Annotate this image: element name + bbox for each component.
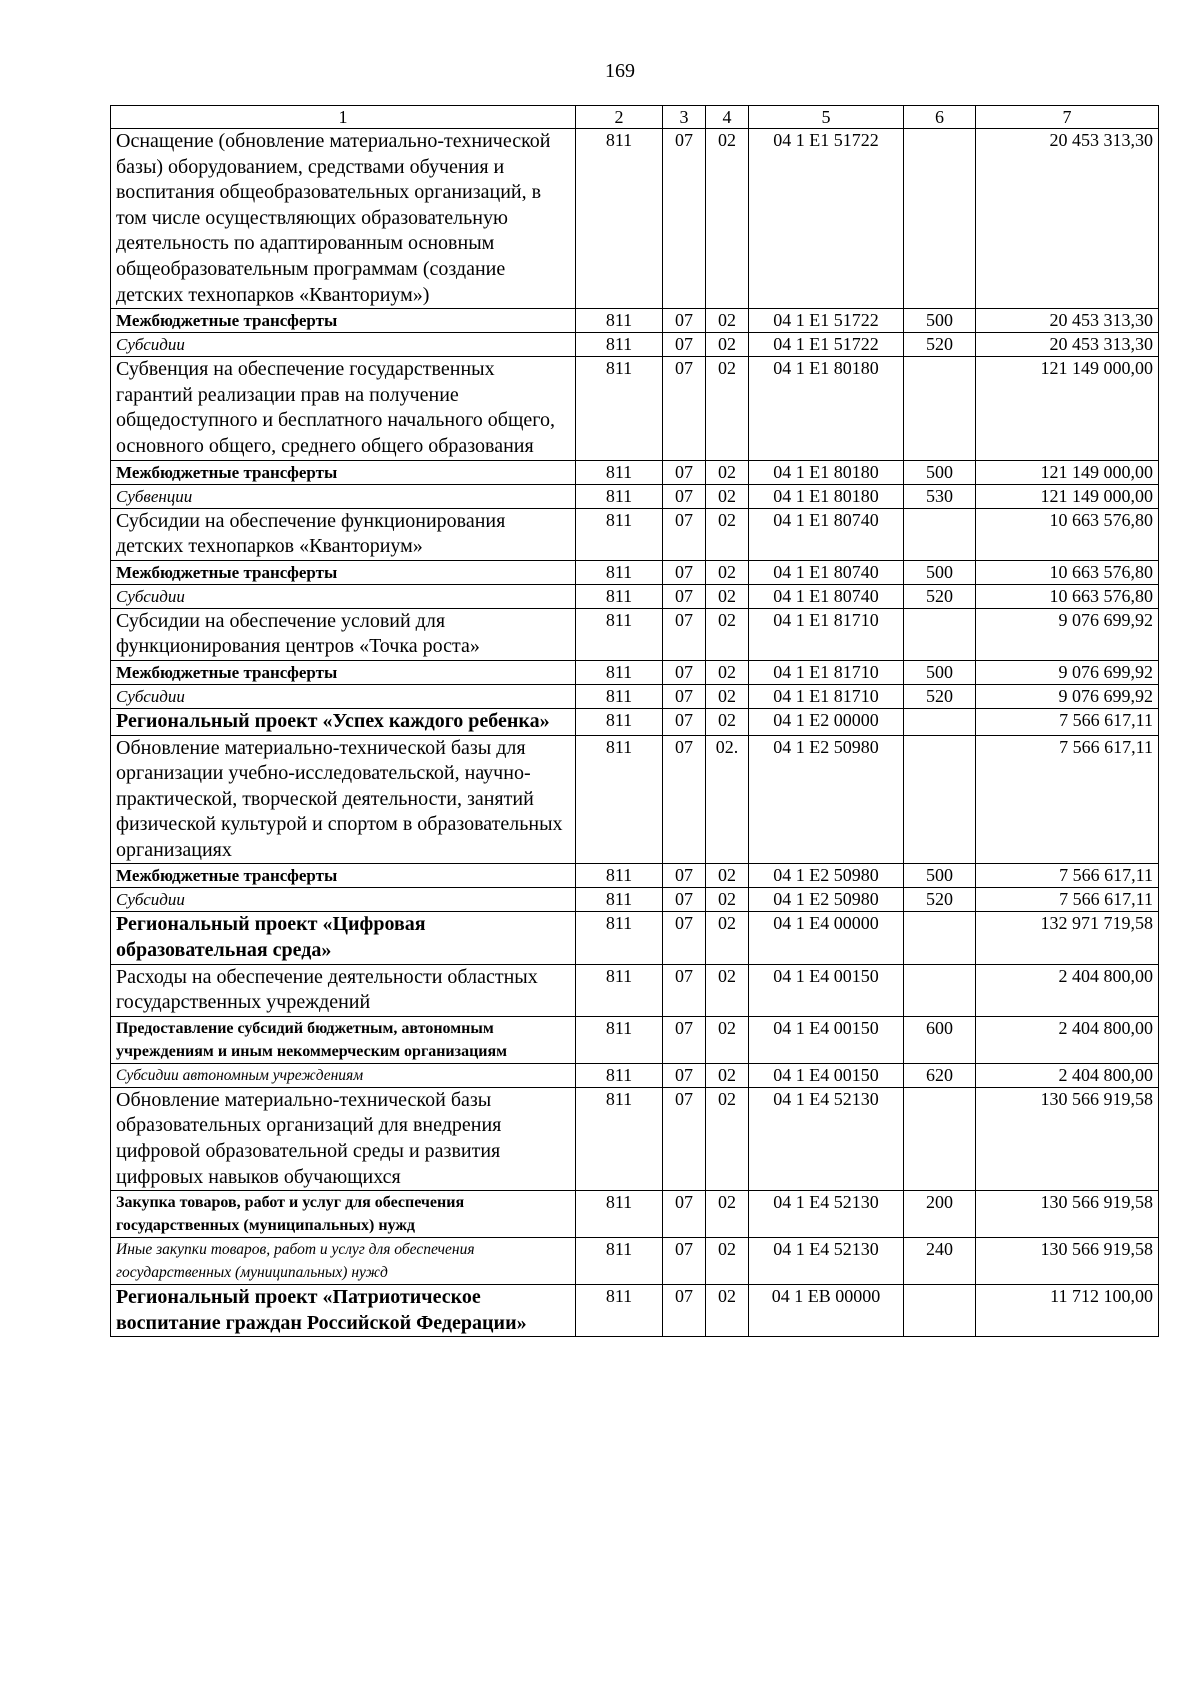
row-expense-type: 500 bbox=[904, 660, 976, 684]
row-ministry-code: 811 bbox=[576, 129, 663, 309]
table-row bbox=[111, 309, 1159, 333]
row-subsection-code: 02 bbox=[706, 1087, 749, 1190]
row-subsection-code: 02 bbox=[706, 333, 749, 357]
row-target-code: 04 1 E1 80180 bbox=[749, 357, 904, 460]
row-target-code: 04 1 E1 80740 bbox=[749, 584, 904, 608]
row-section-code: 07 bbox=[663, 129, 706, 309]
row-target-code: 04 1 E1 80740 bbox=[749, 560, 904, 584]
row-section-code: 07 bbox=[663, 1285, 706, 1337]
row-expense-type: 500 bbox=[904, 560, 976, 584]
row-subsection-code: 02 bbox=[706, 460, 749, 484]
row-ministry-code: 811 bbox=[576, 608, 663, 660]
budget-table-body bbox=[111, 129, 1159, 1337]
table-row bbox=[111, 660, 1159, 684]
row-ministry-code: 811 bbox=[576, 864, 663, 888]
row-expense-type: 620 bbox=[904, 1063, 976, 1087]
row-name: Межбюджетные трансферты bbox=[111, 309, 576, 333]
row-name: Субсидии bbox=[111, 888, 576, 912]
table-row bbox=[111, 1087, 1159, 1190]
row-name: Оснащение (обновление материально-технической базы) оборудованием, средствами обучения и воспитания общеобразовательных организаций, в том числе осуществляющих образовательную деятельность по адаптированным основным общеобразовательным программам (создание детских технопарков «Кванториум») bbox=[111, 129, 576, 309]
row-amount: 132 971 719,58 bbox=[976, 912, 1159, 964]
row-ministry-code: 811 bbox=[576, 333, 663, 357]
row-section-code: 07 bbox=[663, 864, 706, 888]
row-amount: 121 149 000,00 bbox=[976, 357, 1159, 460]
row-target-code: 04 1 E2 50980 bbox=[749, 888, 904, 912]
table-row bbox=[111, 357, 1159, 460]
row-expense-type: 530 bbox=[904, 484, 976, 508]
row-ministry-code: 811 bbox=[576, 888, 663, 912]
row-amount: 130 566 919,58 bbox=[976, 1087, 1159, 1190]
row-subsection-code: 02 bbox=[706, 1191, 749, 1238]
row-section-code: 07 bbox=[663, 333, 706, 357]
table-row bbox=[111, 584, 1159, 608]
row-amount: 9 076 699,92 bbox=[976, 608, 1159, 660]
row-name: Предоставление субсидий бюджетным, автономным учреждениям и иным некоммерческим организациям bbox=[111, 1016, 576, 1063]
row-amount: 7 566 617,11 bbox=[976, 864, 1159, 888]
row-expense-type: 520 bbox=[904, 584, 976, 608]
row-section-code: 07 bbox=[663, 1016, 706, 1063]
header-col-7: 7 bbox=[976, 106, 1159, 129]
row-amount: 20 453 313,30 bbox=[976, 129, 1159, 309]
row-target-code: 04 1 E4 52130 bbox=[749, 1238, 904, 1285]
row-amount: 2 404 800,00 bbox=[976, 1016, 1159, 1063]
table-row bbox=[111, 608, 1159, 660]
row-subsection-code: 02 bbox=[706, 129, 749, 309]
row-name: Субсидии автономным учреждениям bbox=[111, 1063, 576, 1087]
row-ministry-code: 811 bbox=[576, 684, 663, 708]
table-row bbox=[111, 888, 1159, 912]
row-name: Межбюджетные трансферты bbox=[111, 660, 576, 684]
row-ministry-code: 811 bbox=[576, 357, 663, 460]
row-subsection-code: 02 bbox=[706, 608, 749, 660]
row-ministry-code: 811 bbox=[576, 508, 663, 560]
row-target-code: 04 1 E4 00150 bbox=[749, 964, 904, 1016]
row-expense-type: 520 bbox=[904, 684, 976, 708]
row-amount: 130 566 919,58 bbox=[976, 1191, 1159, 1238]
row-name: Межбюджетные трансферты bbox=[111, 560, 576, 584]
row-expense-type: 600 bbox=[904, 1016, 976, 1063]
table-row bbox=[111, 129, 1159, 309]
row-section-code: 07 bbox=[663, 484, 706, 508]
table-row bbox=[111, 735, 1159, 864]
row-name: Региональный проект «Успех каждого ребенка» bbox=[111, 708, 576, 735]
row-section-code: 07 bbox=[663, 508, 706, 560]
row-section-code: 07 bbox=[663, 708, 706, 735]
row-subsection-code: 02 bbox=[706, 1063, 749, 1087]
row-ministry-code: 811 bbox=[576, 1191, 663, 1238]
table-row bbox=[111, 864, 1159, 888]
row-section-code: 07 bbox=[663, 460, 706, 484]
table-row bbox=[111, 484, 1159, 508]
row-subsection-code: 02 bbox=[706, 484, 749, 508]
header-col-5: 5 bbox=[749, 106, 904, 129]
table-row bbox=[111, 1285, 1159, 1337]
row-target-code: 04 1 E2 00000 bbox=[749, 708, 904, 735]
row-amount: 10 663 576,80 bbox=[976, 508, 1159, 560]
row-amount: 130 566 919,58 bbox=[976, 1238, 1159, 1285]
row-subsection-code: 02. bbox=[706, 735, 749, 864]
row-section-code: 07 bbox=[663, 584, 706, 608]
table-row bbox=[111, 964, 1159, 1016]
row-ministry-code: 811 bbox=[576, 1087, 663, 1190]
row-subsection-code: 02 bbox=[706, 888, 749, 912]
row-expense-type: 500 bbox=[904, 460, 976, 484]
row-target-code: 04 1 E4 00150 bbox=[749, 1063, 904, 1087]
row-expense-type bbox=[904, 508, 976, 560]
table-row bbox=[111, 508, 1159, 560]
row-subsection-code: 02 bbox=[706, 964, 749, 1016]
row-expense-type bbox=[904, 964, 976, 1016]
row-subsection-code: 02 bbox=[706, 684, 749, 708]
row-expense-type: 240 bbox=[904, 1238, 976, 1285]
row-amount: 10 663 576,80 bbox=[976, 584, 1159, 608]
row-name: Межбюджетные трансферты bbox=[111, 864, 576, 888]
row-section-code: 07 bbox=[663, 888, 706, 912]
table-row bbox=[111, 460, 1159, 484]
row-section-code: 07 bbox=[663, 1238, 706, 1285]
table-row bbox=[111, 1191, 1159, 1238]
row-ministry-code: 811 bbox=[576, 584, 663, 608]
row-name: Межбюджетные трансферты bbox=[111, 460, 576, 484]
row-name: Закупка товаров, работ и услуг для обеспечения государственных (муниципальных) нужд bbox=[111, 1191, 576, 1238]
header-col-1: 1 bbox=[111, 106, 576, 129]
row-ministry-code: 811 bbox=[576, 964, 663, 1016]
row-ministry-code: 811 bbox=[576, 660, 663, 684]
row-expense-type: 520 bbox=[904, 888, 976, 912]
row-section-code: 07 bbox=[663, 660, 706, 684]
row-subsection-code: 02 bbox=[706, 560, 749, 584]
row-section-code: 07 bbox=[663, 357, 706, 460]
row-amount: 7 566 617,11 bbox=[976, 888, 1159, 912]
table-row bbox=[111, 1063, 1159, 1087]
header-col-6: 6 bbox=[904, 106, 976, 129]
table-row bbox=[111, 708, 1159, 735]
row-subsection-code: 02 bbox=[706, 584, 749, 608]
row-subsection-code: 02 bbox=[706, 357, 749, 460]
row-name: Обновление материально-технической базы образовательных организаций для внедрения цифровой образовательной среды и развития цифровых навыков обучающихся bbox=[111, 1087, 576, 1190]
row-section-code: 07 bbox=[663, 964, 706, 1016]
row-amount: 20 453 313,30 bbox=[976, 333, 1159, 357]
row-amount: 2 404 800,00 bbox=[976, 1063, 1159, 1087]
row-section-code: 07 bbox=[663, 1063, 706, 1087]
row-ministry-code: 811 bbox=[576, 1285, 663, 1337]
row-target-code: 04 1 E1 80180 bbox=[749, 484, 904, 508]
row-expense-type bbox=[904, 1087, 976, 1190]
row-subsection-code: 02 bbox=[706, 1285, 749, 1337]
row-amount: 7 566 617,11 bbox=[976, 708, 1159, 735]
row-expense-type bbox=[904, 912, 976, 964]
row-subsection-code: 02 bbox=[706, 912, 749, 964]
row-target-code: 04 1 EB 00000 bbox=[749, 1285, 904, 1337]
row-ministry-code: 811 bbox=[576, 560, 663, 584]
row-ministry-code: 811 bbox=[576, 708, 663, 735]
row-section-code: 07 bbox=[663, 309, 706, 333]
row-name: Иные закупки товаров, работ и услуг для обеспечения государственных (муниципальных) нужд bbox=[111, 1238, 576, 1285]
row-target-code: 04 1 E1 81710 bbox=[749, 684, 904, 708]
row-section-code: 07 bbox=[663, 1191, 706, 1238]
row-target-code: 04 1 E4 52130 bbox=[749, 1191, 904, 1238]
row-amount: 20 453 313,30 bbox=[976, 309, 1159, 333]
row-expense-type: 200 bbox=[904, 1191, 976, 1238]
row-section-code: 07 bbox=[663, 735, 706, 864]
table-row bbox=[111, 1016, 1159, 1063]
row-expense-type: 500 bbox=[904, 864, 976, 888]
row-expense-type bbox=[904, 708, 976, 735]
row-section-code: 07 bbox=[663, 608, 706, 660]
row-subsection-code: 02 bbox=[706, 309, 749, 333]
table-row bbox=[111, 684, 1159, 708]
row-ministry-code: 811 bbox=[576, 460, 663, 484]
row-expense-type bbox=[904, 608, 976, 660]
row-name: Региональный проект «Цифровая образовательная среда» bbox=[111, 912, 576, 964]
header-col-2: 2 bbox=[576, 106, 663, 129]
row-amount: 121 149 000,00 bbox=[976, 484, 1159, 508]
row-expense-type bbox=[904, 735, 976, 864]
row-ministry-code: 811 bbox=[576, 309, 663, 333]
row-ministry-code: 811 bbox=[576, 1016, 663, 1063]
row-name: Субсидии на обеспечение условий для функционирования центров «Точка роста» bbox=[111, 608, 576, 660]
row-amount: 121 149 000,00 bbox=[976, 460, 1159, 484]
row-amount: 2 404 800,00 bbox=[976, 964, 1159, 1016]
row-target-code: 04 1 E1 51722 bbox=[749, 333, 904, 357]
row-expense-type bbox=[904, 357, 976, 460]
row-ministry-code: 811 bbox=[576, 912, 663, 964]
table-row bbox=[111, 560, 1159, 584]
row-name: Субвенции bbox=[111, 484, 576, 508]
row-ministry-code: 811 bbox=[576, 1238, 663, 1285]
table-row bbox=[111, 912, 1159, 964]
row-expense-type bbox=[904, 1285, 976, 1337]
table-row bbox=[111, 333, 1159, 357]
header-col-3: 3 bbox=[663, 106, 706, 129]
header-row bbox=[111, 106, 1159, 129]
page-number: 169 bbox=[605, 60, 635, 82]
row-ministry-code: 811 bbox=[576, 735, 663, 864]
row-target-code: 04 1 E1 81710 bbox=[749, 660, 904, 684]
row-name: Региональный проект «Патриотическое воспитание граждан Российской Федерации» bbox=[111, 1285, 576, 1337]
table-row bbox=[111, 1238, 1159, 1285]
row-expense-type: 520 bbox=[904, 333, 976, 357]
row-target-code: 04 1 E4 52130 bbox=[749, 1087, 904, 1190]
row-section-code: 07 bbox=[663, 684, 706, 708]
row-name: Субвенция на обеспечение государственных гарантий реализации прав на получение общедоступного и бесплатного начального общего, основного общего, среднего общего образования bbox=[111, 357, 576, 460]
row-expense-type bbox=[904, 129, 976, 309]
row-name: Субсидии на обеспечение функционирования детских технопарков «Кванториум» bbox=[111, 508, 576, 560]
row-name: Расходы на обеспечение деятельности областных государственных учреждений bbox=[111, 964, 576, 1016]
row-target-code: 04 1 E2 50980 bbox=[749, 864, 904, 888]
row-target-code: 04 1 E2 50980 bbox=[749, 735, 904, 864]
row-section-code: 07 bbox=[663, 560, 706, 584]
row-target-code: 04 1 E1 81710 bbox=[749, 608, 904, 660]
row-ministry-code: 811 bbox=[576, 484, 663, 508]
budget-table bbox=[110, 105, 1159, 1337]
row-name: Обновление материально-технической базы для организации учебно-исследовательской, научно-практической, творческой деятельности, занятий физической культурой и спортом в образовательных организациях bbox=[111, 735, 576, 864]
row-target-code: 04 1 E1 51722 bbox=[749, 309, 904, 333]
row-subsection-code: 02 bbox=[706, 864, 749, 888]
row-subsection-code: 02 bbox=[706, 708, 749, 735]
row-section-code: 07 bbox=[663, 912, 706, 964]
row-amount: 11 712 100,00 bbox=[976, 1285, 1159, 1337]
row-subsection-code: 02 bbox=[706, 1016, 749, 1063]
row-expense-type: 500 bbox=[904, 309, 976, 333]
row-amount: 9 076 699,92 bbox=[976, 684, 1159, 708]
row-amount: 10 663 576,80 bbox=[976, 560, 1159, 584]
row-name: Субсидии bbox=[111, 584, 576, 608]
row-subsection-code: 02 bbox=[706, 508, 749, 560]
row-name: Субсидии bbox=[111, 684, 576, 708]
row-section-code: 07 bbox=[663, 1087, 706, 1190]
row-name: Субсидии bbox=[111, 333, 576, 357]
row-amount: 9 076 699,92 bbox=[976, 660, 1159, 684]
row-target-code: 04 1 E1 80740 bbox=[749, 508, 904, 560]
row-subsection-code: 02 bbox=[706, 1238, 749, 1285]
row-target-code: 04 1 E4 00000 bbox=[749, 912, 904, 964]
header-col-4: 4 bbox=[706, 106, 749, 129]
row-amount: 7 566 617,11 bbox=[976, 735, 1159, 864]
row-subsection-code: 02 bbox=[706, 660, 749, 684]
row-target-code: 04 1 E1 80180 bbox=[749, 460, 904, 484]
row-ministry-code: 811 bbox=[576, 1063, 663, 1087]
row-target-code: 04 1 E1 51722 bbox=[749, 129, 904, 309]
row-target-code: 04 1 E4 00150 bbox=[749, 1016, 904, 1063]
